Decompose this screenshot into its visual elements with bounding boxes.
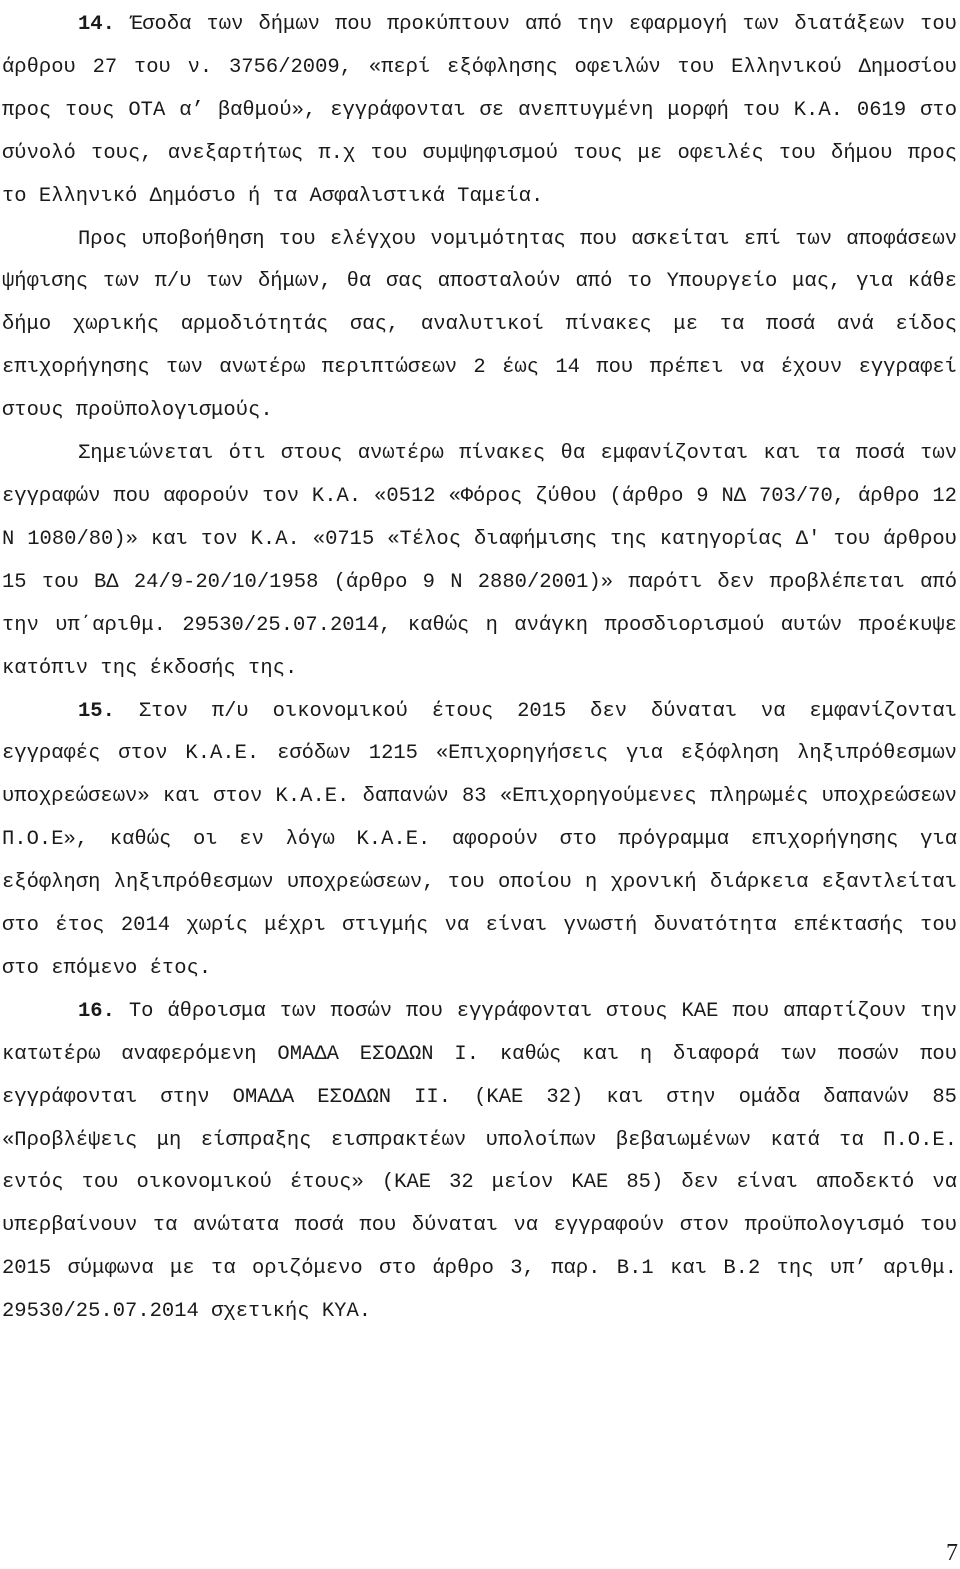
paragraph-number: 14. <box>78 13 115 36</box>
page-number: 7 <box>946 1540 958 1566</box>
paragraph-16 <box>2 991 957 1334</box>
paragraph-text: Προς υποβοήθηση του ελέγχου νομιμότητας που ασκείται επί των αποφάσεων ψήφισης των π/υ των δήμων, θα σας αποσταλούν από το Υπουργείο μας, για κάθε δήμο χωρικής αρμοδιότητάς σας, αναλυτικοί πίνακες με τα ποσά ανά είδος επιχορήγησης των ανωτέρω περιπτώσεων 2 έως 14 που πρέπει να έχουν εγγραφεί στους προϋπολογισμούς. <box>2 227 957 423</box>
paragraph-number: 15. <box>78 699 115 723</box>
paragraph-text: Στον π/υ οικονομικού έτους 2015 δεν δύναται να εμφανίζονται εγγραφές στον Κ.Α.Ε. εσόδων 1215 «Επιχορηγήσεις για εξόφληση ληξιπρόθεσμων υποχρεώσεων» και στον Κ.Α.Ε. δαπανών 83 «Επιχορηγούμενες πληρωμές υποχρεώσεων Π.Ο.Ε», καθώς οι εν λόγω Κ.Α.Ε. αφορούν στο πρόγραμμα επιχορήγησης για εξόφληση ληξιπρόθεσμων υποχρεώσεων, του οποίου η χρονική διάρκεια εξαντλείται στο έτος 2014 χωρίς μέχρι στιγμής να είναι γνωστή δυνατότητα επέκτασής του στο επόμενο έτος. <box>2 699 957 980</box>
paragraph-14 <box>2 4 957 219</box>
paragraph-text: Το άθροισμα των ποσών που εγγράφονται στους ΚΑΕ που απαρτίζουν την κατωτέρω αναφερόμενη ΟΜΑΔΑ ΕΣΟΔΩΝ Ι. καθώς και η διαφορά των ποσών που εγγράφονται στην ΟΜΑΔΑ ΕΣΟΔΩΝ ΙΙ. (ΚΑΕ 32) και στην ομάδα δαπανών 85 «Προβλέψεις μη είσπραξης εισπρακτέων υπολοίπων βεβαιωμένων κατά τα Π.Ο.Ε. εντός του οικονομικού έτους» (ΚΑΕ 32 μείον ΚΑΕ 85) δεν είναι αποδεκτό να υπερβαίνουν τα ανώτατα ποσά που δύναται να εγγραφούν στον προϋπολογισμό του 2015 σύμφωνα με τα οριζόμενο στο άρθρο 3, παρ. Β.1 και Β.2 της υπ’ αριθμ. 29530/25.07.2014 σχετικής ΚΥΑ. <box>2 999 957 1324</box>
paragraph-text: Έσοδα των δήμων που προκύπτουν από την εφαρμογή των διατάξεων του άρθρου 27 του ν. 3756/2009, «περί εξόφλησης οφειλών του Ελληνικού Δημοσίου προς τους ΟΤΑ α’ βαθμού», εγγράφονται σε ανεπτυγμένη μορφή του Κ.Α. 0619 στο σύνολό τους, ανεξαρτήτως π.χ του συμψηφισμού τους με οφειλές του δήμου προς το Ελληνικό Δημόσιο ή τα Ασφαλιστικά Ταμεία. <box>2 13 957 208</box>
document-body <box>2 4 957 1334</box>
paragraph-note <box>2 433 957 690</box>
paragraph-text: Σημειώνεται ότι στους ανωτέρω πίνακες θα εμφανίζονται και τα ποσά των εγγραφών που αφορούν τον Κ.Α. «0512 «Φόρος ζύθου (άρθρο 9 ΝΔ 703/70, άρθρο 12 Ν 1080/80)» και τον Κ.Α. «0715 «Τέλος διαφήμισης της κατηγορίας Δ' του άρθρου 15 του ΒΔ 24/9-20/10/1958 (άρθρο 9 Ν 2880/2001)» παρότι δεν προβλέπεται από την υπ΄αριθμ. 29530/25.07.2014, καθώς η ανάγκη προσδιορισμού αυτών προέκυψε κατόπιν της έκδοσής της. <box>2 442 957 680</box>
paragraph-15 <box>2 691 957 991</box>
paragraph-verification <box>2 219 957 434</box>
paragraph-number: 16. <box>78 999 115 1023</box>
